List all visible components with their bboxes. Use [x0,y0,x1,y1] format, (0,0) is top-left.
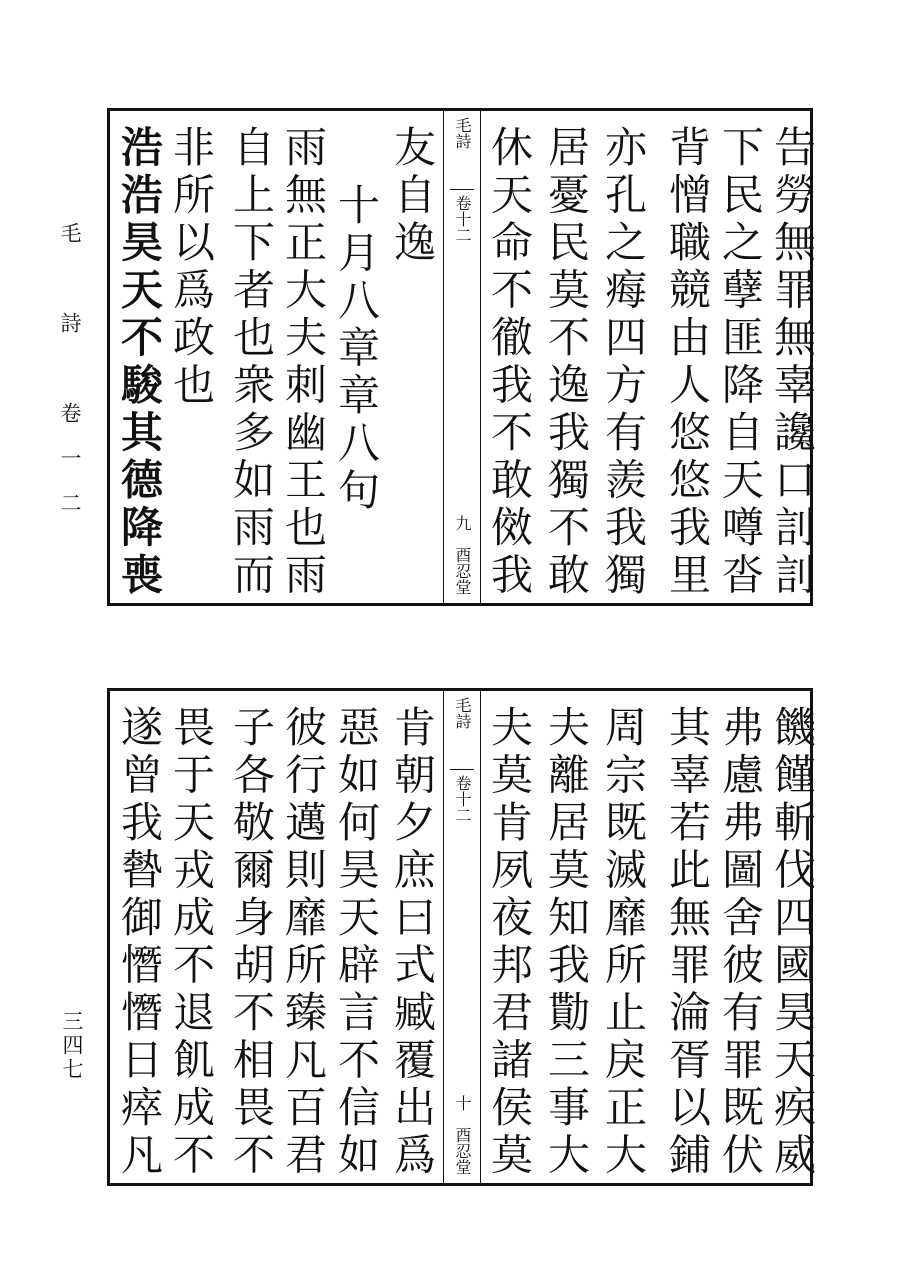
text-column: 自上下者也衆多如雨而 [227,125,276,600]
margin-book-title: 毛 詩 卷一二 [58,222,82,537]
center-gutter [443,691,481,1183]
text-column: 夫離居莫知我勩三事大 [542,705,591,1180]
center-gutter [443,111,481,603]
text-column: 子各敬爾身胡不相畏不 [227,705,276,1180]
text-column: 背憎職競由人悠悠我里 [663,125,712,600]
bottom-text-panel [107,688,817,1186]
text-column: 弗慮弗圖舍彼有罪既伏 [716,705,765,1180]
text-column: 休天命不徹我不敢傚我 [485,125,534,600]
text-column: 饑饉斬伐四國昊天疾威 [768,705,817,1180]
text-column: 彼行邁則靡所臻凡百君 [279,705,328,1180]
text-column: 亦孔之痗四方有羨我獨 [599,125,648,600]
gutter-volume: 卷十二 [453,775,472,823]
gutter-page-label: 十 酉忍堂 [453,1095,472,1175]
text-column: 肯朝夕庶曰式臧覆出爲 [388,705,437,1180]
gutter-volume: 卷十二 [453,195,472,243]
gutter-book-title: 毛詩 [453,697,472,729]
gutter-page-label: 九 酉忍堂 [453,515,472,595]
gutter-rule [450,769,474,770]
text-column: 下民之孽匪降自天噂沓 [716,125,765,600]
text-column: 居憂民莫不逸我獨不敢 [542,125,591,600]
text-column: 夫莫肯夙夜邦君諸侯莫 [485,705,534,1180]
text-column: 遂曾我暬御憯憯日瘁凡 [115,705,164,1180]
text-column: 告勞無罪無辜讒口䚯䚯 [768,125,817,600]
text-column: 惡如何昊天辟言不信如 [332,705,381,1180]
top-text-panel [107,108,817,606]
text-column: 畏于天戎成不退飢成不 [167,705,216,1180]
margin-page-number: 三四七 [60,1010,84,1082]
gutter-book-title: 毛詩 [453,117,472,149]
text-column: 十月八章章八句 [332,183,381,516]
text-column: 雨無正大夫刺幽王也雨 [279,125,328,600]
text-column: 其辜若此無罪淪胥以鋪 [663,705,712,1180]
gutter-rule [450,189,474,190]
text-column: 非所以爲政也 [167,125,216,410]
text-column-bold: 浩浩昊天不駿其德降喪 [115,125,164,600]
text-column: 周宗既滅靡所止戾正大 [599,705,648,1180]
text-column: 友自逸 [388,125,437,268]
